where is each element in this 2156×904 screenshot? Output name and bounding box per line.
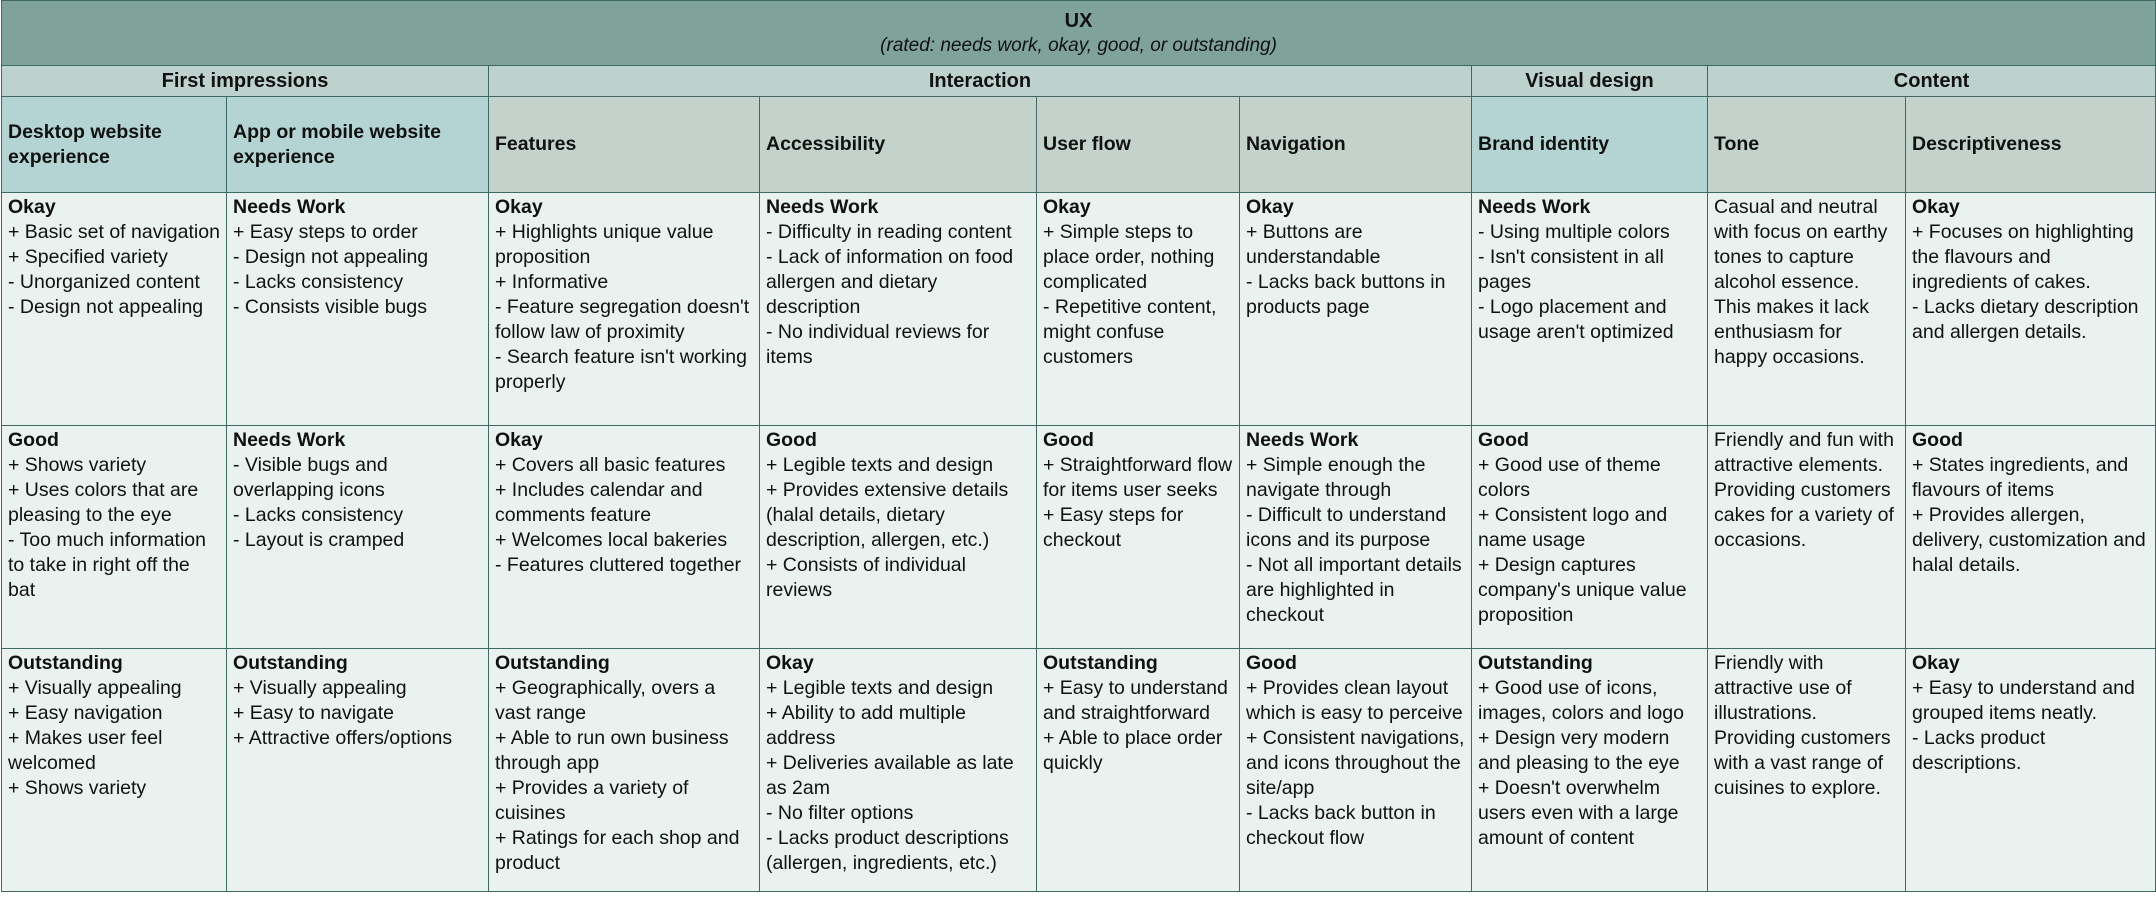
group-interaction: Interaction (489, 66, 1472, 97)
cell-text-line: + Design very modern and pleasing to the eye (1478, 727, 1680, 774)
cell-text-line: - Visible bugs and overlapping icons (233, 454, 388, 501)
cell-text-line: + Able to place order quickly (1043, 727, 1223, 774)
rating-label: Okay (495, 429, 543, 451)
rating-label: Okay (1912, 652, 1960, 674)
rating-label: Needs Work (1246, 429, 1359, 451)
rating-label: Needs Work (766, 196, 879, 218)
cell-text-line: + Easy to navigate (233, 702, 394, 724)
cell-text-line: + Informative (495, 271, 609, 293)
rating-label: Okay (766, 652, 814, 674)
cell-text-line: - No individual reviews for items (766, 321, 990, 368)
table-cell (1906, 193, 2156, 426)
rating-label: Outstanding (1043, 652, 1158, 674)
rating-label: Good (1246, 652, 1297, 674)
table-cell (1906, 426, 2156, 649)
cell-text-line: - Lacks product descriptions. (1912, 727, 2046, 774)
cell-text-line: + Easy navigation (8, 702, 163, 724)
cell-text-line: - Features cluttered together (495, 554, 742, 576)
table-cell (2, 193, 227, 426)
table-row (2, 649, 2156, 892)
cell-text-line: - Using multiple colors (1478, 221, 1670, 243)
rating-label: Okay (8, 196, 56, 218)
table-cell (227, 649, 489, 892)
cell-text-line: - Search feature isn't working properly (495, 346, 747, 393)
cell-text-line: + Provides allergen, delivery, customization and halal details. (1912, 504, 2146, 576)
cell-text-line: + Buttons are understandable (1246, 221, 1381, 268)
cell-text-line: + Specified variety (8, 246, 168, 268)
cell-text-line: - Consists visible bugs (233, 296, 427, 318)
rating-label: Okay (1912, 196, 1960, 218)
rating-label: Needs Work (1478, 196, 1591, 218)
rating-label: Good (1043, 429, 1094, 451)
column-header-features: Features (489, 97, 760, 193)
group-content: Content (1708, 66, 2156, 97)
table-cell (1708, 426, 1906, 649)
cell-text-line: + Focuses on highlighting the flavours and ingredients of cakes. (1912, 221, 2134, 293)
cell-text-line: - Not all important details are highlighted in checkout (1246, 554, 1462, 626)
table-cell (489, 649, 760, 892)
column-header-accessibility: Accessibility (760, 97, 1037, 193)
table-cell (1708, 649, 1906, 892)
table-cell (1708, 193, 1906, 426)
cell-text-line: + Easy to understand and grouped items neatly. (1912, 677, 2135, 724)
table-cell (1037, 649, 1240, 892)
ux-rating-table (1, 0, 2156, 892)
cell-text-line: + Consists of individual reviews (766, 554, 966, 601)
table-cell (1906, 649, 2156, 892)
cell-text-line: Friendly with attractive use of illustrations. Providing customers with a vast range of cuisines to explore. (1714, 652, 1891, 799)
rating-label: Outstanding (495, 652, 610, 674)
cell-text-line: + Provides extensive details (halal details, dietary description, allergen, etc.) (766, 479, 1009, 551)
table-cell (1472, 649, 1708, 892)
cell-text-line: - Too much information to take in right off the bat (8, 529, 206, 601)
cell-text-line: + Consistent navigations, and icons throughout the site/app (1246, 727, 1465, 799)
column-header-tone: Tone (1708, 97, 1906, 193)
cell-text-line: Casual and neutral with focus on earthy tones to capture alcohol essence. This makes it lack enthusiasm for happy occasions. (1714, 196, 1888, 368)
table-cell (1037, 426, 1240, 649)
cell-text-line: + Consistent logo and name usage (1478, 504, 1668, 551)
column-header-descriptiveness: Descriptiveness (1906, 97, 2156, 193)
cell-text-line: - Logo placement and usage aren't optimized (1478, 296, 1674, 343)
table-row (2, 193, 2156, 426)
table-title-header (2, 1, 2156, 66)
cell-text-line: + Legible texts and design (766, 454, 994, 476)
group-visual-design: Visual design (1472, 66, 1708, 97)
rating-label: Good (766, 429, 817, 451)
cell-text-line: - Lacks back button in checkout flow (1246, 802, 1436, 849)
cell-text-line: - Design not appealing (8, 296, 204, 318)
cell-text-line: - Layout is cramped (233, 529, 405, 551)
cell-text-line: + Covers all basic features (495, 454, 726, 476)
column-header-desktop: Desktop website experience (2, 97, 227, 193)
cell-text-line: + Simple steps to place order, nothing complicated (1043, 221, 1215, 293)
cell-text-line: + Geographically, overs a vast range (495, 677, 716, 724)
cell-text-line: - Lacks consistency (233, 271, 404, 293)
cell-text-line: + Straightforward flow for items user seeks (1043, 454, 1233, 501)
cell-text-line: - Feature segregation doesn't follow law of proximity (495, 296, 750, 343)
cell-text-line: + Uses colors that are pleasing to the eye (8, 479, 199, 526)
cell-text-line: + Design captures company's unique value proposition (1478, 554, 1687, 626)
cell-text-line: + States ingredients, and flavours of items (1912, 454, 2129, 501)
column-header-navigation: Navigation (1240, 97, 1472, 193)
rating-label: Needs Work (233, 196, 346, 218)
cell-text-line: - Repetitive content, might confuse customers (1043, 296, 1217, 368)
group-first-impressions: First impressions (2, 66, 489, 97)
table-cell (489, 426, 760, 649)
cell-text-line: + Ability to add multiple address (766, 702, 966, 749)
cell-text-line: + Easy to understand and straightforward (1043, 677, 1228, 724)
table-cell (1472, 193, 1708, 426)
table-row (2, 426, 2156, 649)
cell-text-line: - Difficulty in reading content (766, 221, 1012, 243)
cell-text-line: + Highlights unique value proposition (495, 221, 714, 268)
cell-text-line: + Easy steps for checkout (1043, 504, 1184, 551)
cell-text-line: + Basic set of navigation (8, 221, 220, 243)
rating-label: Outstanding (233, 652, 348, 674)
table-cell (489, 193, 760, 426)
table-cell (760, 426, 1037, 649)
cell-text-line: + Able to run own business through app (495, 727, 729, 774)
cell-text-line: - Design not appealing (233, 246, 429, 268)
table-cell (1240, 649, 1472, 892)
cell-text-line: + Visually appealing (8, 677, 182, 699)
cell-text-line: - Lacks product descriptions (allergen, ingredients, etc.) (766, 827, 1009, 874)
cell-text-line: + Includes calendar and comments feature (495, 479, 703, 526)
cell-text-line: - Difficult to understand icons and its purpose (1246, 504, 1447, 551)
cell-text-line: - Lacks back buttons in products page (1246, 271, 1446, 318)
cell-text-line: + Welcomes local bakeries (495, 529, 728, 551)
cell-text-line: - Lacks consistency (233, 504, 404, 526)
table-cell (2, 649, 227, 892)
cell-text-line: + Legible texts and design (766, 677, 994, 699)
cell-text-line: + Shows variety (8, 454, 147, 476)
table-cell (2, 426, 227, 649)
table-subtitle: (rated: needs work, okay, good, or outstanding) (880, 35, 1277, 56)
cell-text-line: + Good use of theme colors (1478, 454, 1661, 501)
rating-label: Outstanding (1478, 652, 1593, 674)
rating-label: Good (1912, 429, 1963, 451)
cell-text-line: + Deliveries available as late as 2am (766, 752, 1014, 799)
cell-text-line: + Easy steps to order (233, 221, 418, 243)
column-header-user-flow: User flow (1037, 97, 1240, 193)
cell-text-line: + Doesn't overwhelm users even with a large amount of content (1478, 777, 1679, 849)
table-cell (227, 426, 489, 649)
cell-text-line: + Good use of icons, images, colors and logo (1478, 677, 1684, 724)
table-cell (1240, 193, 1472, 426)
cell-text-line: - Unorganized content (8, 271, 200, 293)
rating-label: Outstanding (8, 652, 123, 674)
rating-label: Okay (495, 196, 543, 218)
cell-text-line: - Lacks dietary description and allergen details. (1912, 296, 2139, 343)
cell-text-line: + Provides clean layout which is easy to perceive (1246, 677, 1463, 724)
column-header-brand-identity: Brand identity (1472, 97, 1708, 193)
rating-label: Good (8, 429, 59, 451)
table-cell (227, 193, 489, 426)
cell-text-line: + Provides a variety of cuisines (495, 777, 689, 824)
table-body (2, 193, 2156, 892)
table-cell (1472, 426, 1708, 649)
rating-label: Good (1478, 429, 1529, 451)
table-cell (760, 193, 1037, 426)
cell-text-line: - No filter options (766, 802, 914, 824)
cell-text-line: + Visually appealing (233, 677, 407, 699)
cell-text-line: + Shows variety (8, 777, 147, 799)
cell-text-line: + Makes user feel welcomed (8, 727, 163, 774)
cell-text-line: + Ratings for each shop and product (495, 827, 740, 874)
table-cell (1037, 193, 1240, 426)
table-title: UX (1064, 10, 1093, 32)
table-cell (1240, 426, 1472, 649)
table-cell (760, 649, 1037, 892)
rating-label: Okay (1043, 196, 1091, 218)
column-header-mobile: App or mobile website experience (227, 97, 489, 193)
rating-label: Okay (1246, 196, 1294, 218)
cell-text-line: + Simple enough the navigate through (1246, 454, 1426, 501)
cell-text-line: + Attractive offers/options (233, 727, 453, 749)
cell-text-line: - Lack of information on food allergen and dietary description (766, 246, 1014, 318)
cell-text-line: Friendly and fun with attractive elements. Providing customers cakes for a variety of occasions. (1714, 429, 1894, 551)
rating-label: Needs Work (233, 429, 346, 451)
cell-text-line: - Isn't consistent in all pages (1478, 246, 1664, 293)
